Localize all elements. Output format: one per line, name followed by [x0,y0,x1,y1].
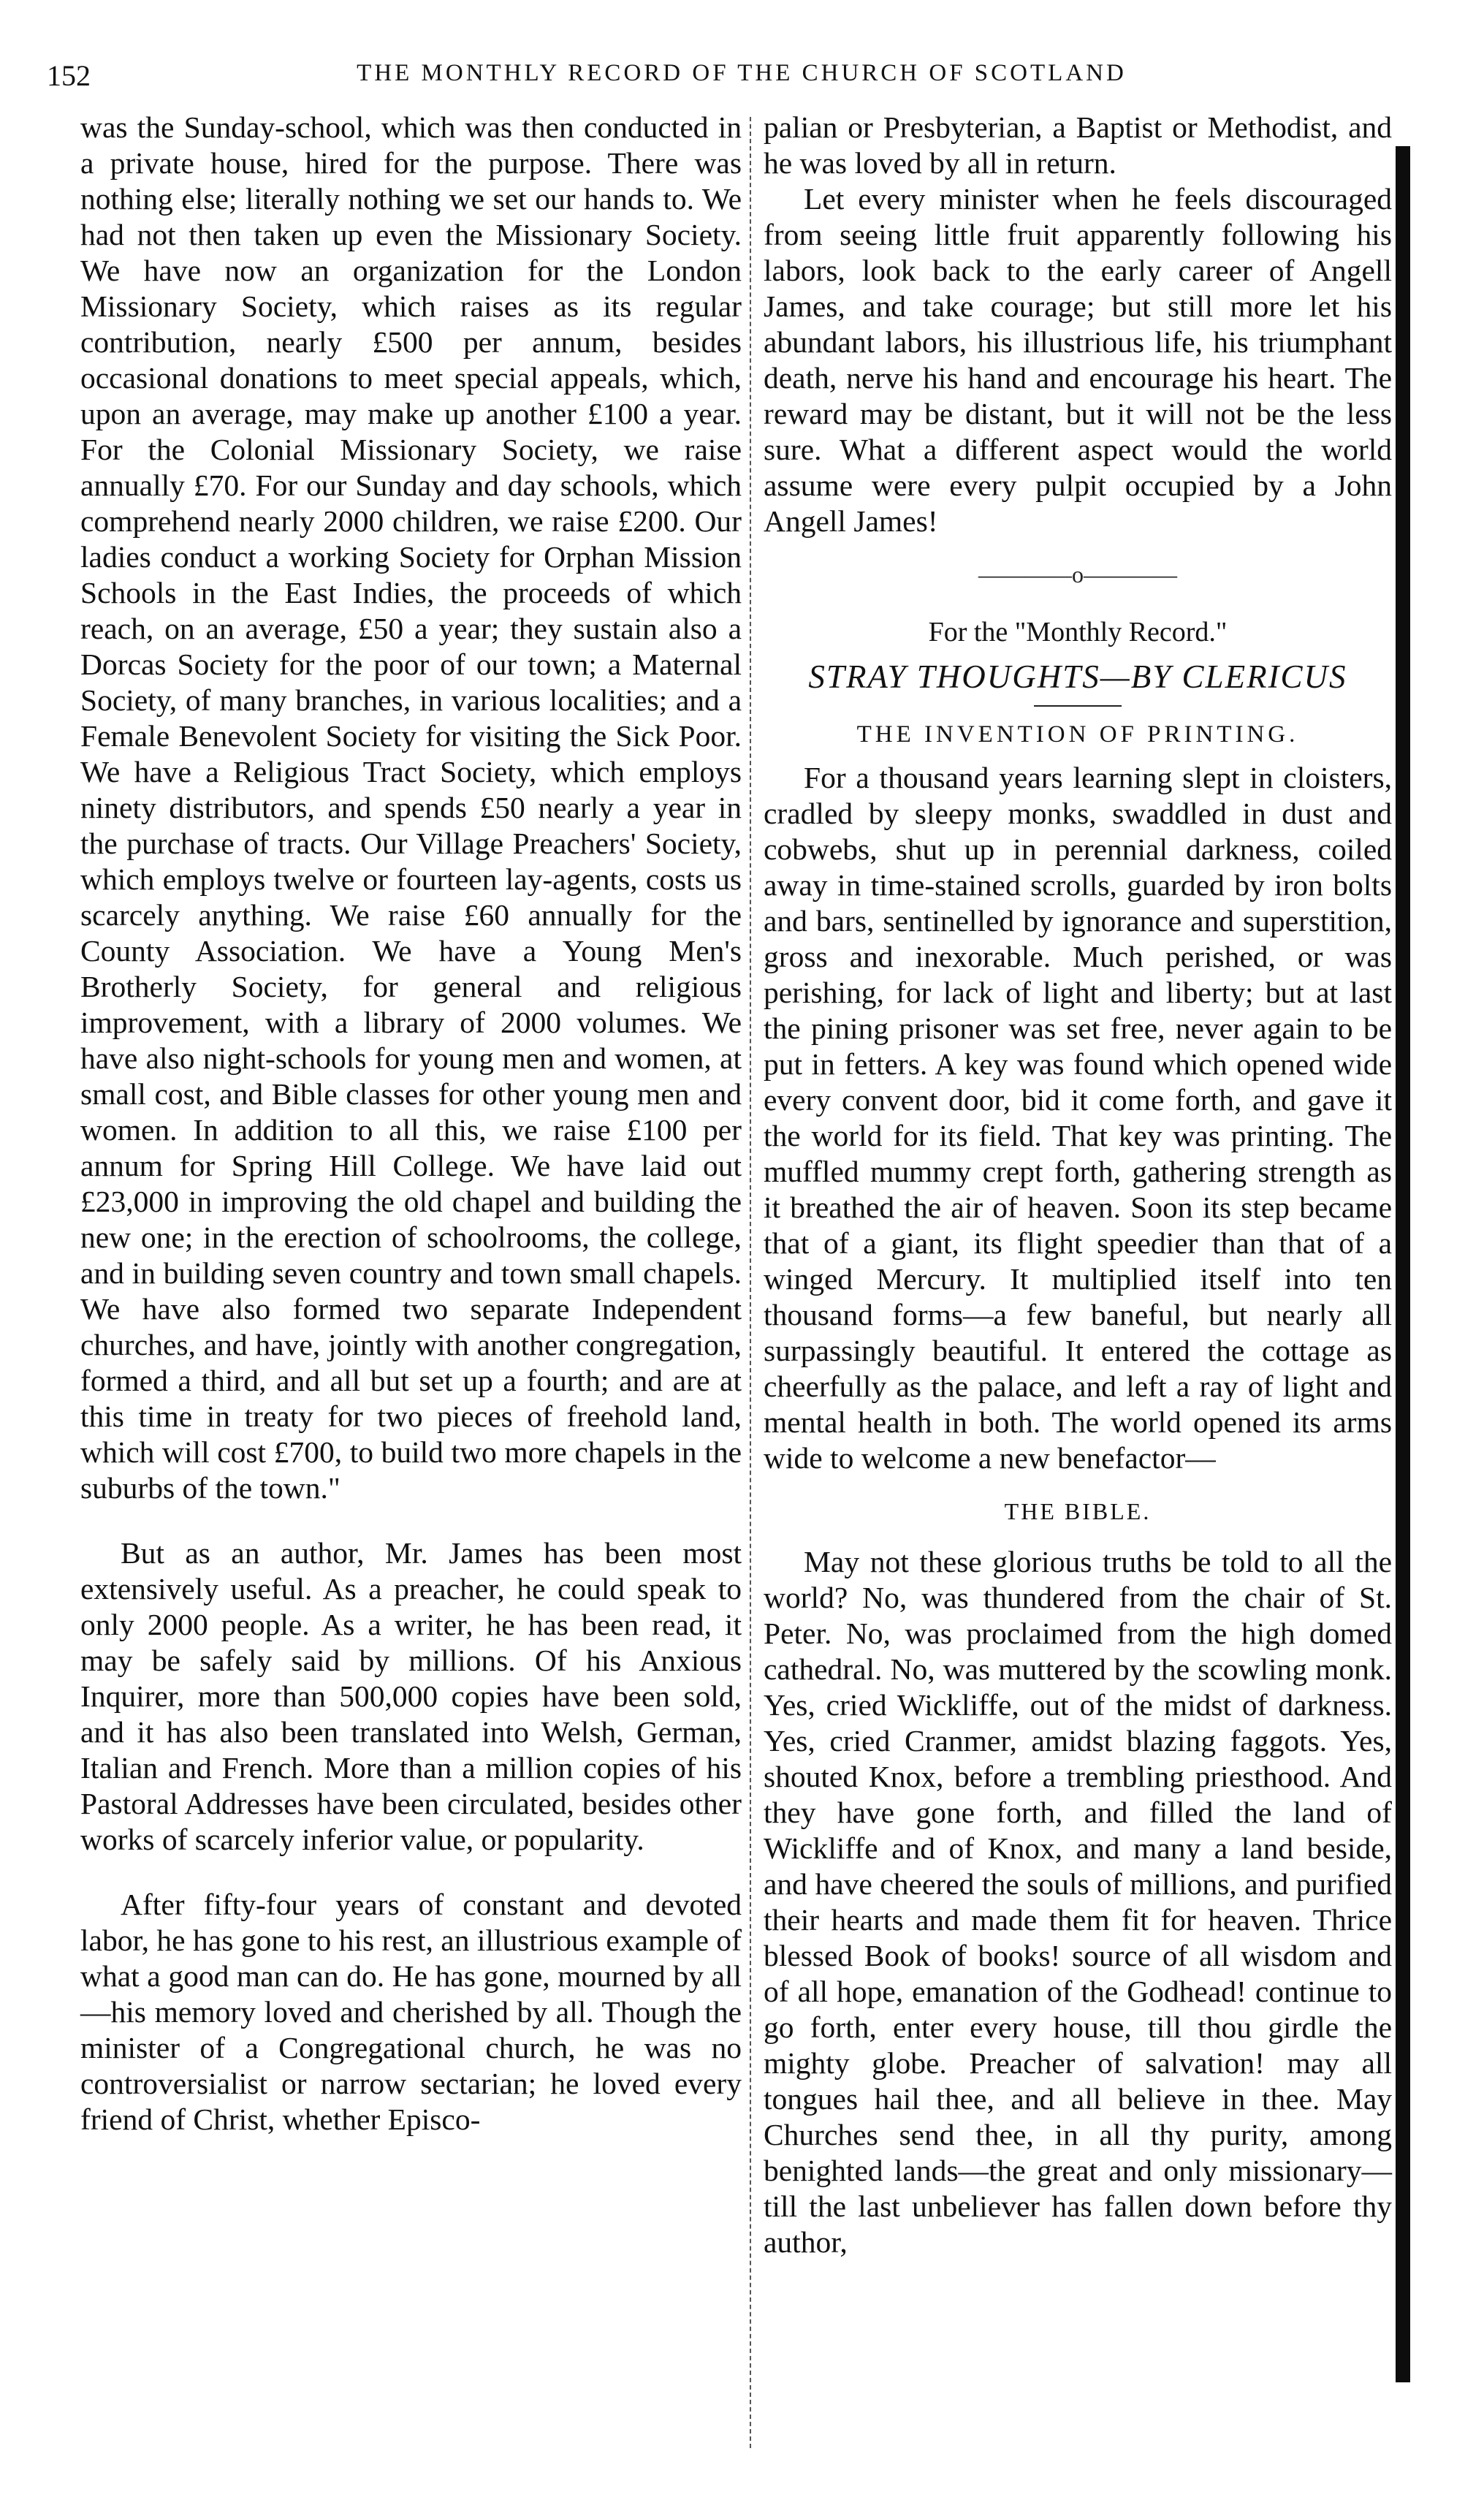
running-header [44,58,1439,102]
section-separator: ————o———— [978,561,1177,588]
right-column [764,110,1392,2448]
page-number: 152 [47,59,91,92]
short-rule [1034,705,1122,707]
paragraph-printing: For a thousand years learning slept in cloisters, cradled by sleepy monks, swaddled in dust and cobwebs, shut up in perennial darkness, coiled away in time-stained scrolls, guarded by iron bolts and bars, sentinelled by ignorance and superstition, gross and inexorable. Much perished, or was perishing, for lack of light and liberty; but at last the pining prisoner was set free, never again to be put in fetters. A key was found which opened wide every convent door, bid it come forth, and gave it the world for its field. That key was printing. The muffled mummy crept forth, gathering strength as it breathed the air of heaven. Soon its step became that of a giant, its flight speedier than that of a winged Mercury. It multiplied itself into ten thousand forms—a few baneful, but nearly all surpassingly beautiful. It entered the cottage as cheerfully as the palace, and left a ray of light and mental health in both. The world opened its arms wide to welcome a new benefactor— [764,761,1392,1475]
paragraph-author: But as an author, Mr. James has been most extensively useful. As a preacher, he could speak to only 2000 people. As a writer, he has been read, it may be safely said by millions. Of his Anxious Inquirer, more than 500,000 copies have been sold, and it has also been translated into Welsh, German, Italian and French. More than a million copies of his Pastoral Addresses have been circulated, besides other works of scarcely inferior value, or popularity. [80,1536,742,1856]
subheading-bible: THE BIBLE. [1004,1498,1152,1524]
scan-edge-shadow [1396,146,1410,2382]
paragraph-continued-right: palian or Presbyterian, a Baptist or Methodist, and he was loved by all in return. [764,110,1392,180]
article-subtitle: THE INVENTION OF PRINTING. [856,721,1299,748]
section-title: STRAY THOUGHTS—BY CLERICUS [808,658,1347,695]
left-column [80,110,742,2448]
paragraph-bible: May not these glorious truths be told to all the world? No, was thundered from the chair of St. Peter. No, was proclaimed from the high domed cathedral. No, was muttered by the scowling monk. Yes, cried Wickliffe, out of the midst of darkness. Yes, cried Cranmer, amidst blazing faggots. Yes, shouted Knox, before a trembling priesthood. And they have gone forth, and filled the land of Wickliffe and of Knox, and many a land beside, and have cheered the souls of millions, and purified their hearts and made them fit for heaven. Thrice blessed Book of books! source of all wisdom and of all hope, emanation of the Godhead! continue to go forth, enter every house, till thou girdle the mighty globe. Preacher of salvation! may all tongues hail thee, and all believe in thee. May Churches send thee, in all thy purity, among benighted lands—the great and only missionary—till the last unbeliever has fallen down before thy author, [764,1545,1392,2259]
running-title: THE MONTHLY RECORD OF THE CHURCH OF SCOTLAND [357,60,1127,86]
paragraph-continued: was the Sunday-school, which was then conducted in a private house, hired for the purpose. There was nothing else; literally nothing we set our hands to. We had not then taken up even the Missionary Society. We have now an organization for the London Missionary Society, which raises as its regular contribution, nearly £500 per annum, besides occasional donations to meet special appeals, which, upon an average, may make up another £100 a year. For the Colonial Missionary Society, we raise annually £70. For our Sunday and day schools, which comprehend nearly 2000 children, we raise £200. Our ladies conduct a working Society for Orphan Mission Schools in the East Indies, the proceeds of which reach, on an average, £50 a year; they sustain also a Dorcas Society for the poor of our town; a Maternal Society, of many branches, in various localities; and a Female Benevolent Society for visiting the Sick Poor. We have a Religious Tract Society, which employs ninety distributors, and spends £50 nearly a year in the purchase of tracts. Our Village Preachers' Society, which employs twelve or fourteen lay-agents, costs us scarcely anything. We raise £60 annually for the County Association. We have a Young Men's Brotherly Society, for general and religious improvement, with a library of 2000 volumes. We have also night-schools for young men and women, at small cost, and Bible classes for other young men and women. In addition to all this, we raise £100 per annum for Spring Hill College. We have laid out £23,000 in improving the old chapel and building the new one; in the erection of schoolrooms, the college, and in building seven country and town small chapels. We have also formed two separate Independent churches, and have, jointly with another congregation, formed a third, and all but set up a fourth; and are at this time in treaty for two pieces of freehold land, which will cost £700, to build two more chapels in the suburbs of the town." [80,110,742,1505]
source-caption: For the "Monthly Record." [928,617,1228,647]
paragraph-labor: After fifty-four years of constant and devoted labor, he has gone to his rest, an illustrious example of what a good man can do. He has gone, mourned by all—his memory loved and cherished by all. Though the minister of a Congregational church, he was no controversialist or narrow sectarian; he loved every friend of Christ, whether Episco- [80,1888,742,2136]
paragraph-encouragement: Let every minister when he feels discouraged from seeing little fruit apparently following his labors, look back to the early career of Angell James, and take courage; but still more let his abundant labors, his illustrious life, his triumphant death, nerve his hand and encourage his heart. The reward may be distant, but it will not be the less sure. What a different aspect would the world assume were every pulpit occupied by a John Angell James! [764,182,1392,538]
column-divider [750,117,751,2448]
